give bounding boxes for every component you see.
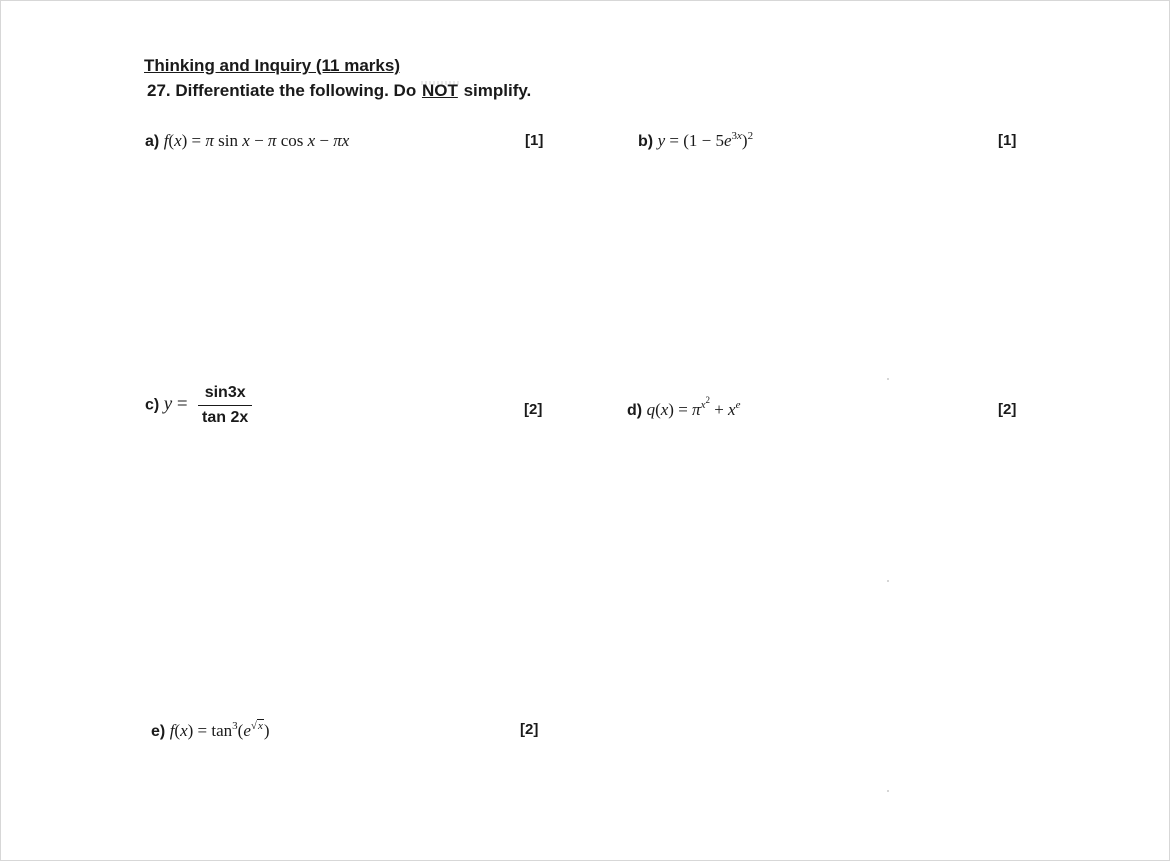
part-d-label: d) [627, 402, 643, 419]
part-b [638, 131, 753, 151]
instruction-text: Differentiate the following. Do [175, 81, 417, 100]
part-c-lhs: y = [163, 393, 188, 415]
part-c-label: c) [145, 396, 160, 414]
part-c-denominator: tan 2x [202, 409, 249, 426]
question-number: 27. [147, 81, 171, 100]
part-a [145, 131, 349, 151]
part-c [145, 384, 252, 427]
part-e-expression: $f(x) = \tan^3(e^{√x})$ [169, 720, 270, 740]
part-c-numerator: sin3x [198, 384, 252, 406]
part-a-marks: [1] [525, 132, 544, 149]
part-c-marks: [2] [524, 401, 543, 418]
scan-speck [887, 790, 889, 792]
part-e-marks: [2] [520, 721, 539, 738]
question-instruction [147, 81, 531, 101]
part-b-expression: $y = (1 - 5e^{3x})^2$ [657, 130, 754, 150]
scan-speck [887, 580, 889, 582]
part-e-label: e) [151, 723, 166, 740]
part-a-label: a) [145, 133, 160, 150]
part-d [627, 395, 741, 420]
part-d-expression: $q(x) = \pi^{x^2} + x^e$ [646, 395, 741, 419]
emphasis-not: NOT [421, 81, 458, 100]
scan-speck [887, 378, 889, 380]
instruction-text-end: simplify. [463, 81, 532, 100]
part-d-marks: [2] [998, 401, 1017, 418]
part-a-expression: f(x) = π sin x − π cos x − πx [163, 131, 350, 150]
part-e [151, 719, 270, 741]
part-b-label: b) [638, 133, 654, 150]
part-c-fraction [198, 384, 252, 427]
section-title: Thinking and Inquiry (11 marks) [144, 56, 400, 75]
part-b-marks: [1] [998, 132, 1017, 149]
